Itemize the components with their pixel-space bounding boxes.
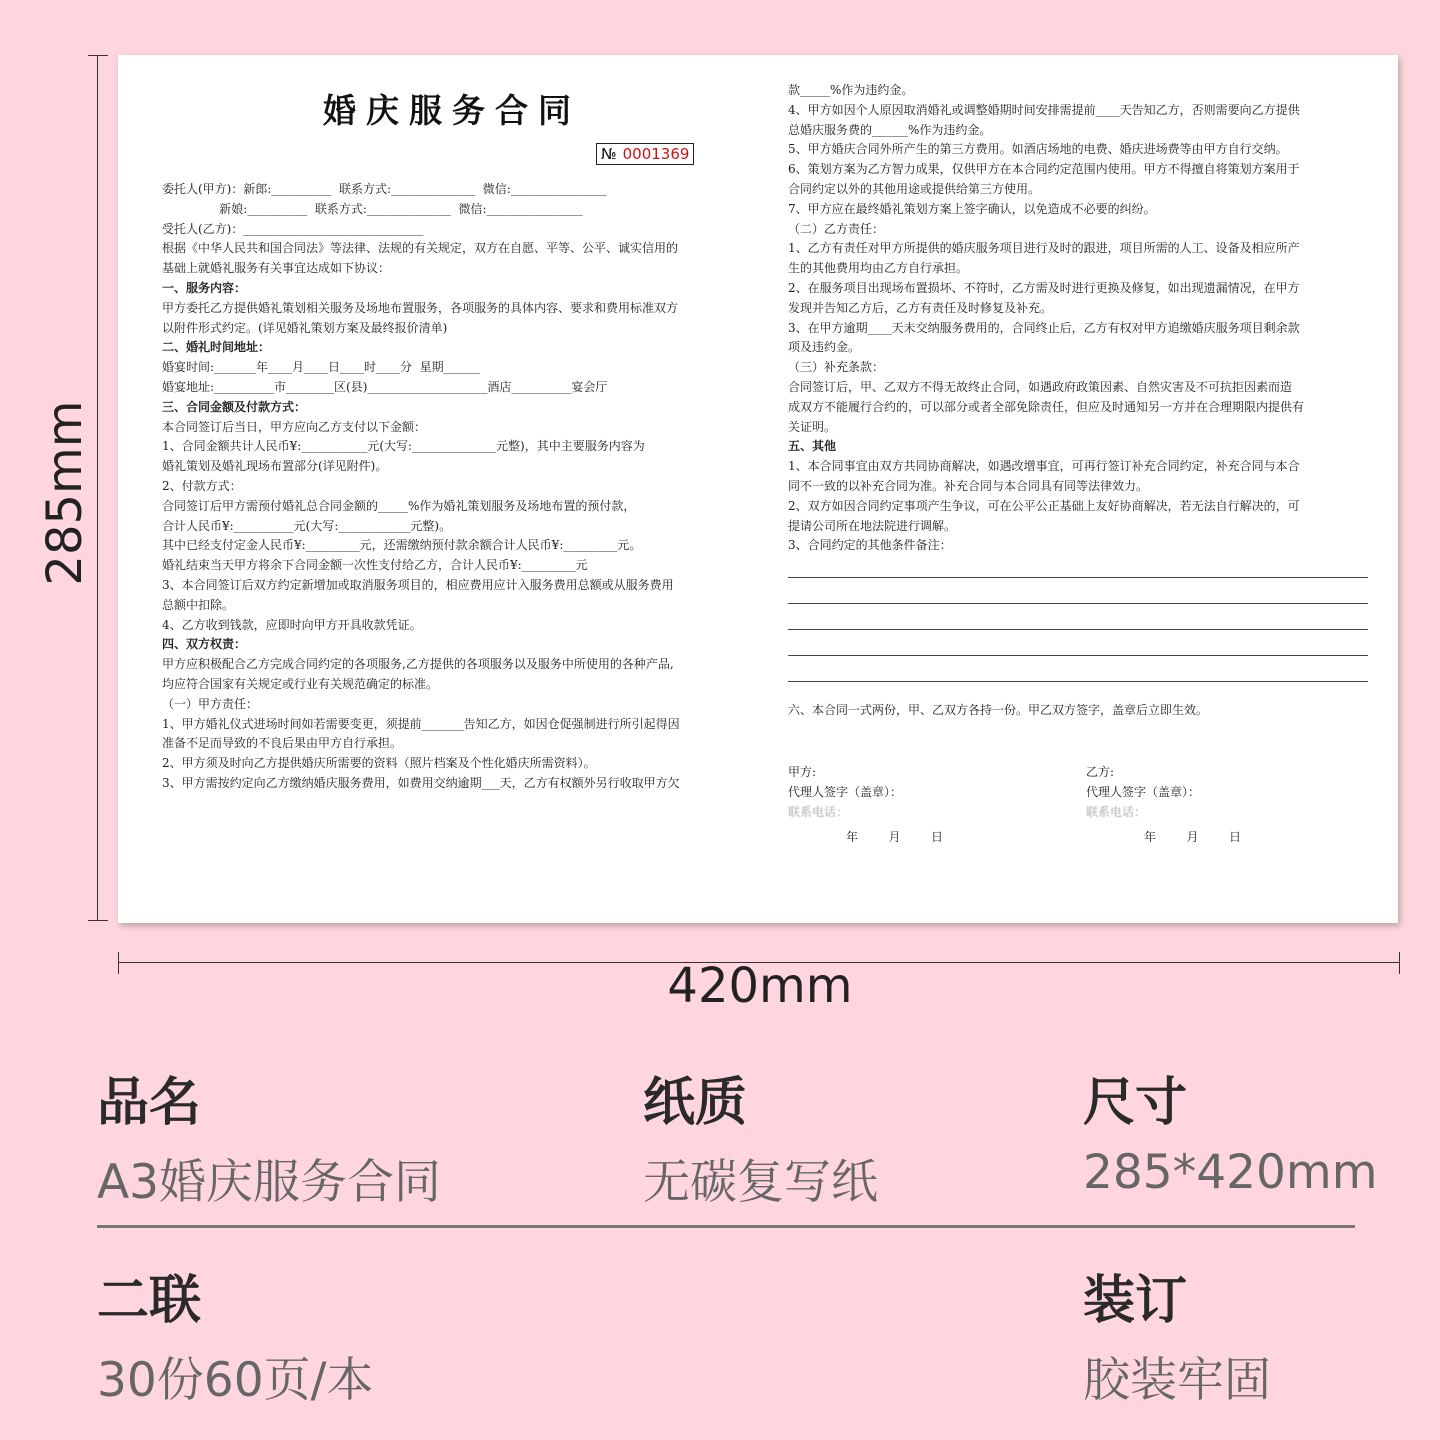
contract-line: 同不一致的以补充合同为准。补充合同与本合同具有同等法律效力。 (788, 478, 1149, 493)
spec-binding (1083, 1258, 1271, 1410)
contract-line: 1、本合同事宜由双方共同协商解决，如遇改增事宜，可再行签订补充合同约定，补充合同与本合 (788, 459, 1300, 474)
contract-line: 4、乙方收到钱款，应即时向甲方开具收款凭证。 (162, 617, 422, 632)
spec-paper (643, 1060, 878, 1212)
contract-line: 基础上就婚礼服务有关事宜达成如下协议： (162, 261, 391, 276)
contract-line: 总婚庆服务费的______%作为违约金。 (788, 122, 992, 137)
contract-line: 婚礼策划及婚礼现场布置部分(详见附件)。 (162, 459, 388, 474)
party-a-signature (788, 763, 943, 848)
clause-six: 六、本合同一式两份，甲、乙双方各持一份。甲乙双方签字，盖章后立即生效。 (788, 703, 1209, 717)
contract-line: 2、在服务项目出现场布置损坏、不符时，乙方需及时进行更换及修复，如出现遗漏情况，在甲方 (788, 280, 1300, 295)
contract-line: 一、服务内容： (162, 280, 247, 295)
contract-line: 以附件形式约定。(详见婚礼策划方案及最终报价清单) (162, 320, 448, 335)
contract-line: 本合同签订后当日，甲方应向乙方支付以下金额： (162, 419, 427, 434)
spec-name-label: 品名 (97, 1073, 202, 1133)
spec-size-value: 285*420mm (1083, 1145, 1378, 1200)
contract-line: 总额中扣除。 (162, 597, 235, 612)
contract-line: 2、双方如因合同约定事项产生争议，可在公平公正基础上友好协商解决，若无法自行解决的，可 (788, 498, 1300, 513)
party-b-date: 年 月 日 (1144, 830, 1242, 845)
contract-line: 3、甲方需按约定向乙方缴纳婚庆服务费用，如费用交纳逾期___天，乙方有权额外另行收取甲方欠 (162, 775, 680, 790)
party-a-date: 年 月 日 (846, 830, 944, 845)
remark-line (788, 655, 1368, 656)
serial-prefix: № (601, 145, 617, 163)
party-b-label: 乙方: (1086, 765, 1115, 779)
contract-line: 合计人民币¥:__________元(大写:____________元整)。 (162, 518, 452, 533)
contract-line: 1、合同金额共计人民币¥:___________元(大写:______________元整)，其中主要服务内容为 (162, 439, 645, 454)
contract-line: 其中已经支付定金人民币¥:_________元，还需缴纳预付款余额合计人民币¥:_________元。 (162, 538, 642, 553)
spec-copies-value: 30份60页/本 (97, 1353, 374, 1408)
party-b-sign: 代理人签字（盖章）： (1086, 784, 1201, 799)
contract-line: 款_____%作为违约金。 (788, 83, 914, 97)
contract-line: 四、双方权责： (162, 637, 247, 652)
contract-line: 合同签订后甲方需预付婚礼总合同金额的_____%作为婚礼策划服务及场地布置的预付款， (162, 498, 636, 513)
contract-line: 3、本合同签订后双方约定新增加或取消服务项目的，相应费用应计入服务费用总额或从服务费用 (162, 577, 674, 592)
contract-line: 五、其他 (788, 439, 837, 454)
contract-line: 婚宴时间:_______年____月____日____时____分 星期______ (162, 360, 480, 375)
contract-line: 4、甲方如因个人原因取消婚礼或调整婚期时间安排需提前____天告知乙方，否则需要向乙方提供 (788, 102, 1300, 117)
contract-line: 发现并告知乙方后，乙方有责任及时修复及补充。 (788, 300, 1053, 315)
contract-line: 准备不足而导致的不良后果由甲方自行承担。 (162, 736, 403, 751)
contract-sheet (118, 55, 1398, 923)
party-a-sign: 代理人签字（盖章）： (788, 784, 903, 799)
contract-line: 受托人(乙方)：______________________________ (162, 221, 424, 236)
spec-divider (97, 1225, 1355, 1228)
contract-line: 均应符合国家有关规定或行业有关规范确定的标准。 (162, 676, 439, 691)
remark-line (788, 629, 1368, 630)
contract-line: 3、在甲方逾期____天未交纳服务费用的，合同终止后，乙方有权对甲方追缴婚庆服务项目剩余款 (788, 320, 1300, 335)
party-b-signature (1086, 763, 1241, 848)
contract-line: 1、乙方有责任对甲方所提供的婚庆服务项目进行及时的跟进，项目所需的人工、设备及相应所产 (788, 241, 1300, 256)
spec-name (97, 1060, 441, 1212)
spec-paper-label: 纸质 (643, 1073, 748, 1133)
spec-paper-value: 无碳复写纸 (643, 1155, 878, 1210)
party-a-label: 甲方: (788, 765, 817, 779)
spec-size (1083, 1060, 1377, 1200)
remark-line (788, 603, 1368, 604)
contract-line: 合同约定以外的其他用途或提供给第三方使用。 (788, 181, 1041, 196)
contract-line: （二）乙方责任： (788, 221, 885, 236)
contract-line: 成双方不能履行合约的，可以部分或者全部免除责任，但应及时通知另一方并在合理期限内提供有 (788, 399, 1305, 414)
spec-binding-value: 胶装牢固 (1083, 1353, 1271, 1408)
contract-line: （一）甲方责任： (162, 696, 259, 711)
contract-line: 委托人(甲方)：新郎:__________ 联系方式:______________ 微信:________________ (162, 182, 607, 196)
remark-line (788, 577, 1368, 578)
contract-line: 甲方委托乙方提供婚礼策划相关服务及场地布置服务，各项服务的具体内容、要求和费用标准双方 (162, 300, 679, 315)
contract-right-column (788, 81, 1378, 556)
width-dimension-label: 420mm (667, 958, 853, 1014)
spec-name-value: A3婚庆服务合同 (97, 1155, 442, 1210)
contract-line: （三）补充条款： (788, 360, 885, 375)
contract-line: 2、付款方式： (162, 478, 242, 493)
contract-line: 婚礼结束当天甲方将余下合同金额一次性支付给乙方，合计人民币¥:_________元 (162, 558, 588, 573)
contract-line: 二、婚礼时间地址： (162, 340, 271, 355)
contract-line: 5、甲方婚庆合同外所产生的第三方费用。如酒店场地的电费、婚庆进场费等由甲方自行交纳。 (788, 142, 1288, 157)
contract-line: 三、合同金额及付款方式： (162, 399, 307, 414)
contract-left-column (162, 180, 742, 794)
party-a-phone: 联系电话： (788, 804, 849, 819)
spec-copies-label: 二联 (97, 1271, 202, 1331)
contract-line: 项及违约金。 (788, 340, 861, 355)
contract-title: 婚庆服务合同 (323, 91, 581, 130)
remark-line (788, 681, 1368, 682)
contract-line: 2、甲方须及时向乙方提供婚庆所需要的资料（照片档案及个性化婚庆所需资料）。 (162, 756, 596, 771)
spec-binding-label: 装订 (1083, 1271, 1188, 1331)
contract-line: 合同签订后，甲、乙双方不得无故终止合同，如遇政府政策因素、自然灾害及不可抗拒因素而造 (788, 379, 1293, 394)
contract-line: 6、策划方案为乙方智力成果，仅供甲方在本合同约定范围内使用。甲方不得擅自将策划方案用于 (788, 162, 1300, 177)
contract-line: 根据《中华人民共和国合同法》等法律、法规的有关规定，双方在自愿、平等、公平、诚实信用的 (162, 241, 679, 256)
contract-line: 关证明。 (788, 419, 837, 434)
serial-number-box (596, 143, 694, 165)
contract-line: 1、甲方婚礼仪式进场时间如若需要变更，须提前_______告知乙方，如因仓促强制进行所引起得因 (162, 716, 680, 731)
spec-size-label: 尺寸 (1083, 1073, 1188, 1133)
contract-line: 婚宴地址:__________市________区(县)____________________酒店__________宴会厅 (162, 379, 608, 394)
contract-line: 生的其他费用均由乙方自行承担。 (788, 261, 969, 276)
serial-number: 0001369 (622, 145, 690, 163)
height-dimension-label: 285mm (37, 400, 93, 586)
contract-line: 提请公司所在地法院进行调解。 (788, 518, 957, 533)
contract-line: 7、甲方应在最终婚礼策划方案上签字确认，以免造成不必要的纠纷。 (788, 201, 1156, 216)
spec-copies (97, 1258, 373, 1410)
contract-line: 新娘:__________ 联系方式:______________ 微信:________________ (162, 201, 583, 216)
contract-line: 3、合同约定的其他条件备注： (788, 538, 952, 553)
contract-line: 甲方应积极配合乙方完成合同约定的各项服务,乙方提供的各项服务以及服务中所使用的各种产品, (162, 657, 674, 672)
party-b-phone: 联系电话： (1086, 804, 1147, 819)
